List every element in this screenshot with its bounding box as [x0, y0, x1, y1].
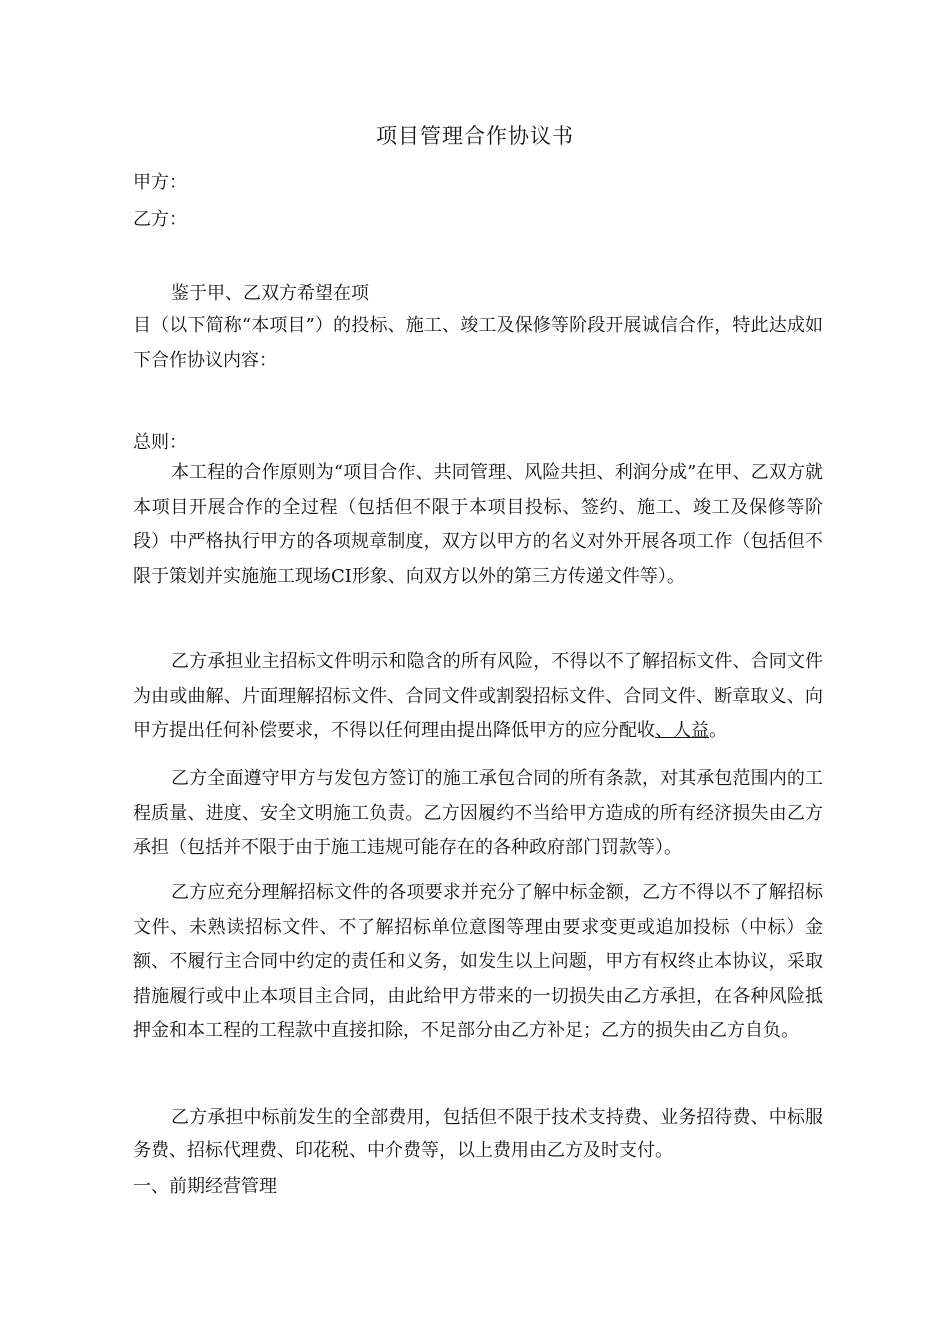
general-paragraph-5: 乙方承担中标前发生的全部费用，包括但不限于技术支持费、业务招待费、中标服务费、招标代理费、印花税、中介费等，以上费用由乙方及时支付。 [133, 1107, 823, 1161]
general-paragraph-1: 本工程的合作原则为“项目合作、共同管理、风险共担、利润分成”在甲、乙双方就本项目开展合作的全过程（包括但不限于本项目投标、签约、施工、竣工及保修等阶段）中严格执行甲方的各项规章制度，双方以甲方的名义对外开展各项工作（包括但不限于策划并实施施工现场CI形象、向双方以外的第三方传递文件等）。 [133, 462, 823, 587]
party-a-label: 甲方： [133, 172, 187, 193]
general-paragraph-2 [133, 645, 823, 749]
underlined-text: 、人益 [655, 720, 709, 741]
section-1-heading: 一、前期经营管理 [133, 1176, 277, 1197]
general-heading: 总则： [133, 432, 187, 453]
general-paragraph-3: 乙方全面遵守甲方与发包方签订的施工承包合同的所有条款，对其承包范围内的工程质量、进度、安全文明施工负责。乙方因履约不当给甲方造成的所有经济损失由乙方承担（包括并不限于由于施工违规可能存在的各种政府部门罚款等）。 [133, 768, 823, 858]
document-title: 项目管理合作协议书 [376, 124, 574, 148]
general-paragraph-4: 乙方应充分理解招标文件的各项要求并充分了解中标金额，乙方不得以不了解招标文件、未熟读招标文件、不了解招标单位意图等理由要求变更或追加投标（中标）金额、不履行主合同中约定的责任和义务，如发生以上问题，甲方有权终止本协议，采取措施履行或中止本项目主合同，由此给甲方带来的一切损失由乙方承担，在各种风险抵押金和本工程的工程款中直接扣除，不足部分由乙方补足；乙方的损失由乙方自负。 [133, 882, 823, 1041]
intro-line-1: 鉴于甲、乙双方希望在项 [171, 283, 369, 304]
paragraph-2-text: 乙方承担业主招标文件明示和隐含的所有风险，不得以不了解招标文件、合同文件为由或曲解、片面理解招标文件、合同文件或割裂招标文件、合同文件、断章取义、向甲方提出任何补偿要求，不得以任何理由提出降低甲方的应分配收 [133, 651, 823, 741]
party-b-label: 乙方： [133, 209, 187, 230]
intro-paragraph: 目（以下简称“本项目”）的投标、施工、竣工及保修等阶段开展诚信合作，特此达成如下合作协议内容： [133, 315, 823, 371]
paragraph-2-end: 。 [709, 720, 727, 741]
